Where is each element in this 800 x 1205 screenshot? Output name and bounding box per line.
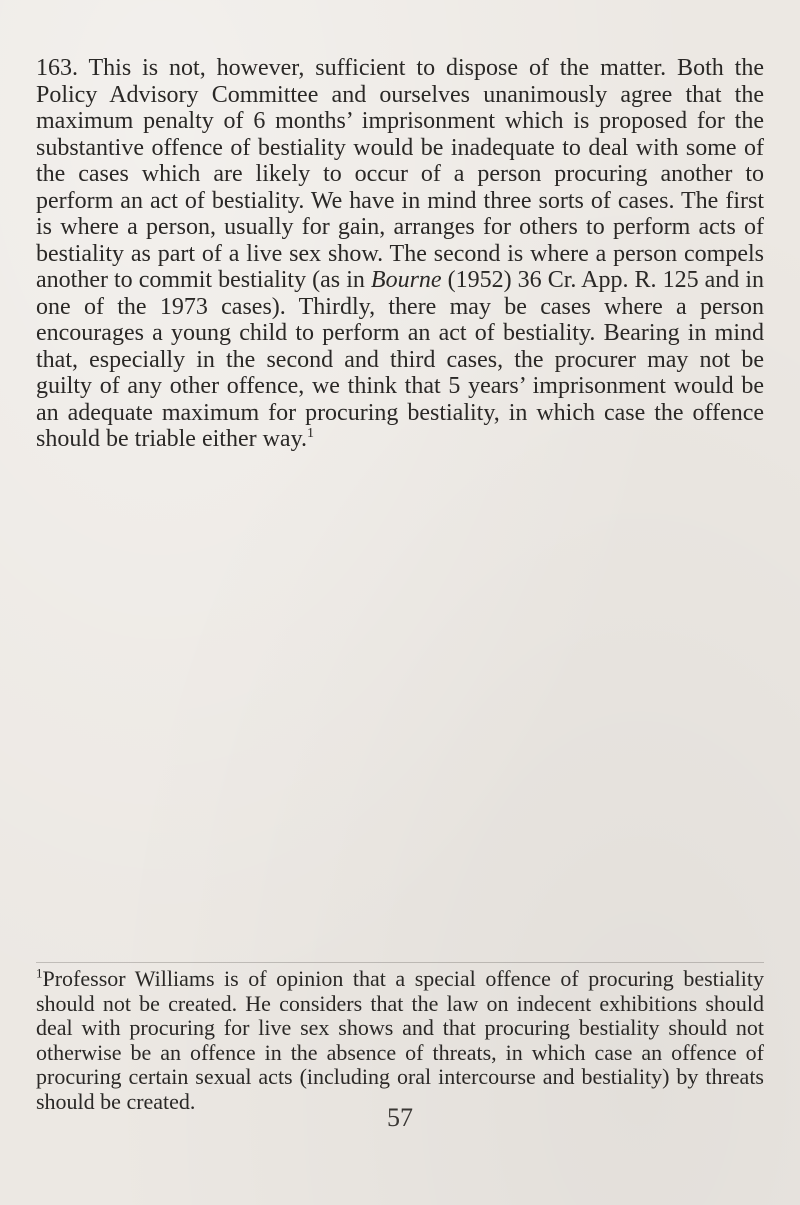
footnote [36, 967, 764, 1114]
footnote-marker: 1 [307, 426, 315, 441]
page-number: 57 [387, 1103, 413, 1132]
paragraph-text-part-1: 163. This is not, however, sufficient to dispose of the matter. Both the Policy Advisory Committee and ourselves unanimously agree that the maximum penalty of 6 months’ imprisonment which is proposed for the substantive offence of bestiality would be inadequate to deal with some of the cases which are likely to occur of a person procuring another to perform an act of bestiality. We have in mind three sorts of cases. The first is where a person, usually for gain, arranges for others to perform acts of bestiality as part of a live sex show. The second is where a person compels another to commit bestiality (as in [36, 55, 764, 293]
footnote-text: Professor Williams is of opinion that a special offence of procuring bestiality should not be created. He considers that the law on indecent exhibitions should deal with procuring for live sex shows and that procuring bestiality should not otherwise be an offence in the absence of threats, in which case an offence of procuring certain sexual acts (including oral intercourse and bestiality) by threats should be created. [36, 966, 764, 1114]
body-paragraph-163 [36, 55, 764, 453]
case-name-italic: Bourne [370, 267, 442, 293]
footnote-divider [36, 962, 764, 963]
paragraph-text-part-2: (1952) 36 Cr. App. R. 125 and in one of the 1973 cases). Thirdly, there may be cases where a person encourages a young child to perform an act of bestiality. Bearing in mind that, especially in the second and third cases, the procurer may not be guilty of any other offence, we think that 5 years’ imprisonment would be an adequate maximum for procuring bestiality, in which case the offence should be triable either way. [36, 267, 765, 452]
footnote-number: 1 [36, 965, 43, 981]
